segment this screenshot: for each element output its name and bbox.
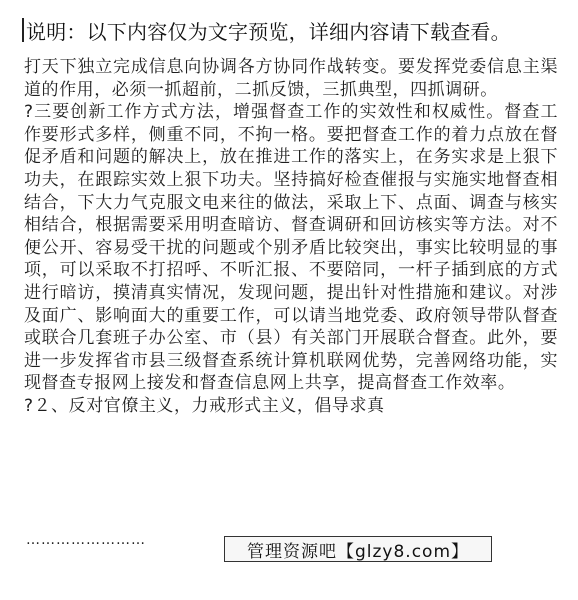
source-watermark-box: 管理资源吧【glzy8.com】 xyxy=(224,536,492,562)
preview-notice-header xyxy=(22,14,511,46)
paragraph-2: ?三要创新工作方式方法，增强督查工作的实效性和权威性。督查工作要形式多样，侧重不同，不拘一格。要把督查工作的着力点放在督促矛盾和问题的解决上，放在推进工作的落实上，在务实求是上狠下功夫，在跟踪实效上狠下功夫。坚持搞好检查催报与实施实地督查相结合，下大力气克服文电来往的做法，采取上下、点面、调查与核实相结合，根据需要采用明查暗访、督查调研和回访核实等方法。对不便公开、容易受干扰的问题或个别矛盾比较突出，事实比较明显的事项，可以采取不打招呼、不听汇报、不要陪同，一杆子插到底的方式进行暗访，摸清真实情况，发现问题，提出针对性措施和建议。对涉及面广、影响面大的重要工作，可以请当地党委、政府领导带队督查或联合几套班子办公室、市（县）有关部门开展联合督查。此外，要进一步发挥省市县三级督查系统计算机联网优势，完善网络功能，实现督查专报网上接发和督查信息网上共享，提高督查工作效率。 xyxy=(24,102,558,394)
paragraph-1: 打天下独立完成信息向协调各方协同作战转变。要发挥党委信息主渠道的作用，必须一抓超前，二抓反馈，三抓典型，四抓调研。 xyxy=(24,57,558,100)
document-body xyxy=(24,56,558,418)
text-cursor xyxy=(22,18,24,42)
preview-notice-text: 说明：以下内容仅为文字预览，详细内容请下载查看。 xyxy=(26,19,511,44)
paragraph-3: ?２、反对官僚主义，力戒形式主义，倡导求真 xyxy=(24,395,385,416)
continuation-dots: …………………… xyxy=(26,532,146,548)
